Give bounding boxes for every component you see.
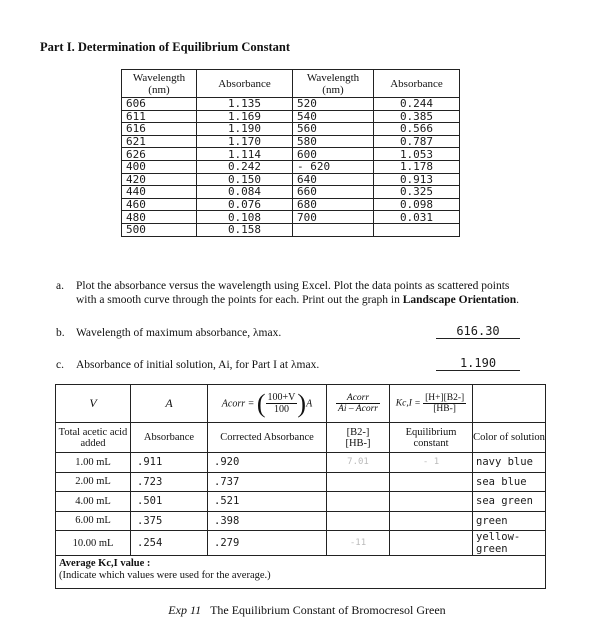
absorbance-cell: 1.053: [374, 148, 460, 161]
wavelength-cell: - 620: [293, 160, 374, 173]
absorbance-cell: 1.190: [197, 123, 293, 136]
volume-cell: 1.00 mL: [56, 453, 131, 473]
absorbance-cell: 0.031: [374, 211, 460, 224]
corrected-absorbance-cell: .737: [208, 472, 327, 492]
wavelength-cell: 640: [293, 173, 374, 186]
volume-cell: 6.00 mL: [56, 511, 131, 531]
table-row: [122, 173, 460, 186]
footer-exp: Exp 11: [168, 603, 202, 617]
wavelength-cell: 606: [122, 98, 197, 111]
wavelength-cell: 560: [293, 123, 374, 136]
col-header-equilibrium: Equilibrium constant: [390, 423, 473, 453]
question-b-text: Wavelength of maximum absorbance, λmax.: [76, 327, 282, 339]
absorbance-cell: 0.242: [197, 160, 293, 173]
absorbance-cell: 1.135: [197, 98, 293, 111]
wavelength-cell: 480: [122, 211, 197, 224]
wavelength-cell: 600: [293, 148, 374, 161]
wavelength-cell: 680: [293, 198, 374, 211]
col-header-absorbance: Absorbance: [131, 423, 208, 453]
wavelength-cell: 580: [293, 135, 374, 148]
corrected-absorbance-cell: .279: [208, 531, 327, 556]
wavelength-cell: 611: [122, 110, 197, 123]
page-footer: [0, 603, 614, 618]
section-title: Part I. Determination of Equilibrium Constant: [40, 40, 290, 54]
formula-kc: Kc,I = $\frac{[H+][B2-]}{[HB-]}$: [390, 385, 473, 423]
wavelength-absorbance-table: [121, 69, 460, 237]
wavelength-cell: [293, 223, 374, 236]
absorbance-cell: 0.787: [374, 135, 460, 148]
absorbance-cell: 0.150: [197, 173, 293, 186]
table-row: [122, 110, 460, 123]
absorbance-cell: 0.108: [197, 211, 293, 224]
absorbance-cell: .375: [131, 511, 208, 531]
absorbance-cell: .723: [131, 472, 208, 492]
table-row: [56, 531, 546, 556]
wavelength-cell: 400: [122, 160, 197, 173]
ratio-cell: [327, 511, 390, 531]
absorbance-cell: 0.158: [197, 223, 293, 236]
equilibrium-data-table: [55, 384, 546, 589]
wavelength-cell: 440: [122, 186, 197, 199]
col-header-absorbance-1: Absorbance: [197, 70, 293, 98]
absorbance-cell: 0.385: [374, 110, 460, 123]
volume-cell: 10.00 mL: [56, 531, 131, 556]
question-b-answer: 616.30: [436, 324, 520, 339]
formula-row: [56, 385, 546, 423]
wavelength-cell: 626: [122, 148, 197, 161]
table-row: [122, 160, 460, 173]
table-row: [122, 135, 460, 148]
question-c-text: Absorbance of initial solution, Ai, for Part I at λmax.: [76, 359, 320, 371]
wavelength-cell: 420: [122, 173, 197, 186]
wavelength-cell: 621: [122, 135, 197, 148]
table-row: [122, 198, 460, 211]
color-cell: sea green: [473, 492, 546, 512]
absorbance-cell: [374, 223, 460, 236]
corrected-absorbance-cell: .920: [208, 453, 327, 473]
question-c-letter: c.: [56, 359, 64, 371]
absorbance-cell: 0.098: [374, 198, 460, 211]
col-header-wavelength-2: Wavelength (nm): [293, 70, 374, 98]
col-header-acid: Total acetic acid added: [56, 423, 131, 453]
footer-title: The Equilibrium Constant of Bromocresol Green: [210, 603, 446, 617]
absorbance-cell: 0.244: [374, 98, 460, 111]
formula-acorr: Acorr = ( $\frac{100+V}{100}$ )A: [208, 385, 327, 423]
question-c-answer: 1.190: [436, 356, 520, 371]
wavelength-cell: 540: [293, 110, 374, 123]
question-a-line1: Plot the absorbance versus the wavelength using Excel. Plot the data points as scattered points: [76, 280, 510, 292]
absorbance-cell: 0.076: [197, 198, 293, 211]
color-cell: yellow-green: [473, 531, 546, 556]
question-a-line2: with a smooth curve through the points for each. Print out the graph in Landscape Orientation.: [76, 294, 520, 306]
col-header-ratio: [B2-] [HB-]: [327, 423, 390, 453]
corrected-absorbance-cell: .398: [208, 511, 327, 531]
average-label: Average Kc,I value :: [59, 558, 151, 569]
col-header-color: Color of solution: [473, 423, 546, 453]
average-row: [56, 556, 546, 589]
ratio-cell: 7.01: [327, 453, 390, 473]
corrected-absorbance-cell: .521: [208, 492, 327, 512]
col-header-corrected: Corrected Absorbance: [208, 423, 327, 453]
formula-color: [473, 385, 546, 423]
table-row: [122, 223, 460, 236]
absorbance-cell: 1.114: [197, 148, 293, 161]
absorbance-cell: 1.178: [374, 160, 460, 173]
average-cell: [56, 556, 546, 589]
absorbance-cell: .501: [131, 492, 208, 512]
table-row: [122, 98, 460, 111]
equilibrium-constant-cell: [390, 511, 473, 531]
absorbance-cell: .254: [131, 531, 208, 556]
question-a-letter: a.: [56, 280, 64, 292]
ratio-cell: -11: [327, 531, 390, 556]
wavelength-cell: 616: [122, 123, 197, 136]
col-header-wavelength-1: Wavelength (nm): [122, 70, 197, 98]
volume-cell: 4.00 mL: [56, 492, 131, 512]
table-row: [56, 492, 546, 512]
question-a-text: [76, 279, 576, 307]
absorbance-cell: 1.170: [197, 135, 293, 148]
equilibrium-constant-cell: [390, 472, 473, 492]
wavelength-cell: 500: [122, 223, 197, 236]
equilibrium-constant-cell: - 1: [390, 453, 473, 473]
table-row: [56, 453, 546, 473]
absorbance-cell: 0.325: [374, 186, 460, 199]
absorbance-cell: 0.084: [197, 186, 293, 199]
ratio-cell: [327, 492, 390, 512]
absorbance-cell: 0.566: [374, 123, 460, 136]
wavelength-cell: 460: [122, 198, 197, 211]
volume-cell: 2.00 mL: [56, 472, 131, 492]
absorbance-cell: 1.169: [197, 110, 293, 123]
formula-ratio: $\frac{\text{Acorr}}{\text{Ai – Acorr}}$: [327, 385, 390, 423]
formula-v: V: [56, 385, 131, 423]
col-header-absorbance-2: Absorbance: [374, 70, 460, 98]
question-b-letter: b.: [56, 327, 65, 339]
color-cell: green: [473, 511, 546, 531]
color-cell: navy blue: [473, 453, 546, 473]
wavelength-cell: 700: [293, 211, 374, 224]
formula-a: A: [131, 385, 208, 423]
table-header-row: [122, 70, 460, 98]
absorbance-cell: 0.913: [374, 173, 460, 186]
equilibrium-constant-cell: [390, 492, 473, 512]
average-note: (Indicate which values were used for the average.): [59, 570, 271, 581]
wavelength-cell: 520: [293, 98, 374, 111]
table-row: [56, 472, 546, 492]
table-row: [122, 186, 460, 199]
table-row: [122, 211, 460, 224]
absorbance-cell: .911: [131, 453, 208, 473]
table2-header-row: [56, 423, 546, 453]
ratio-cell: [327, 472, 390, 492]
equilibrium-constant-cell: [390, 531, 473, 556]
table-row: [122, 148, 460, 161]
wavelength-cell: 660: [293, 186, 374, 199]
table-row: [122, 123, 460, 136]
table-row: [56, 511, 546, 531]
color-cell: sea blue: [473, 472, 546, 492]
